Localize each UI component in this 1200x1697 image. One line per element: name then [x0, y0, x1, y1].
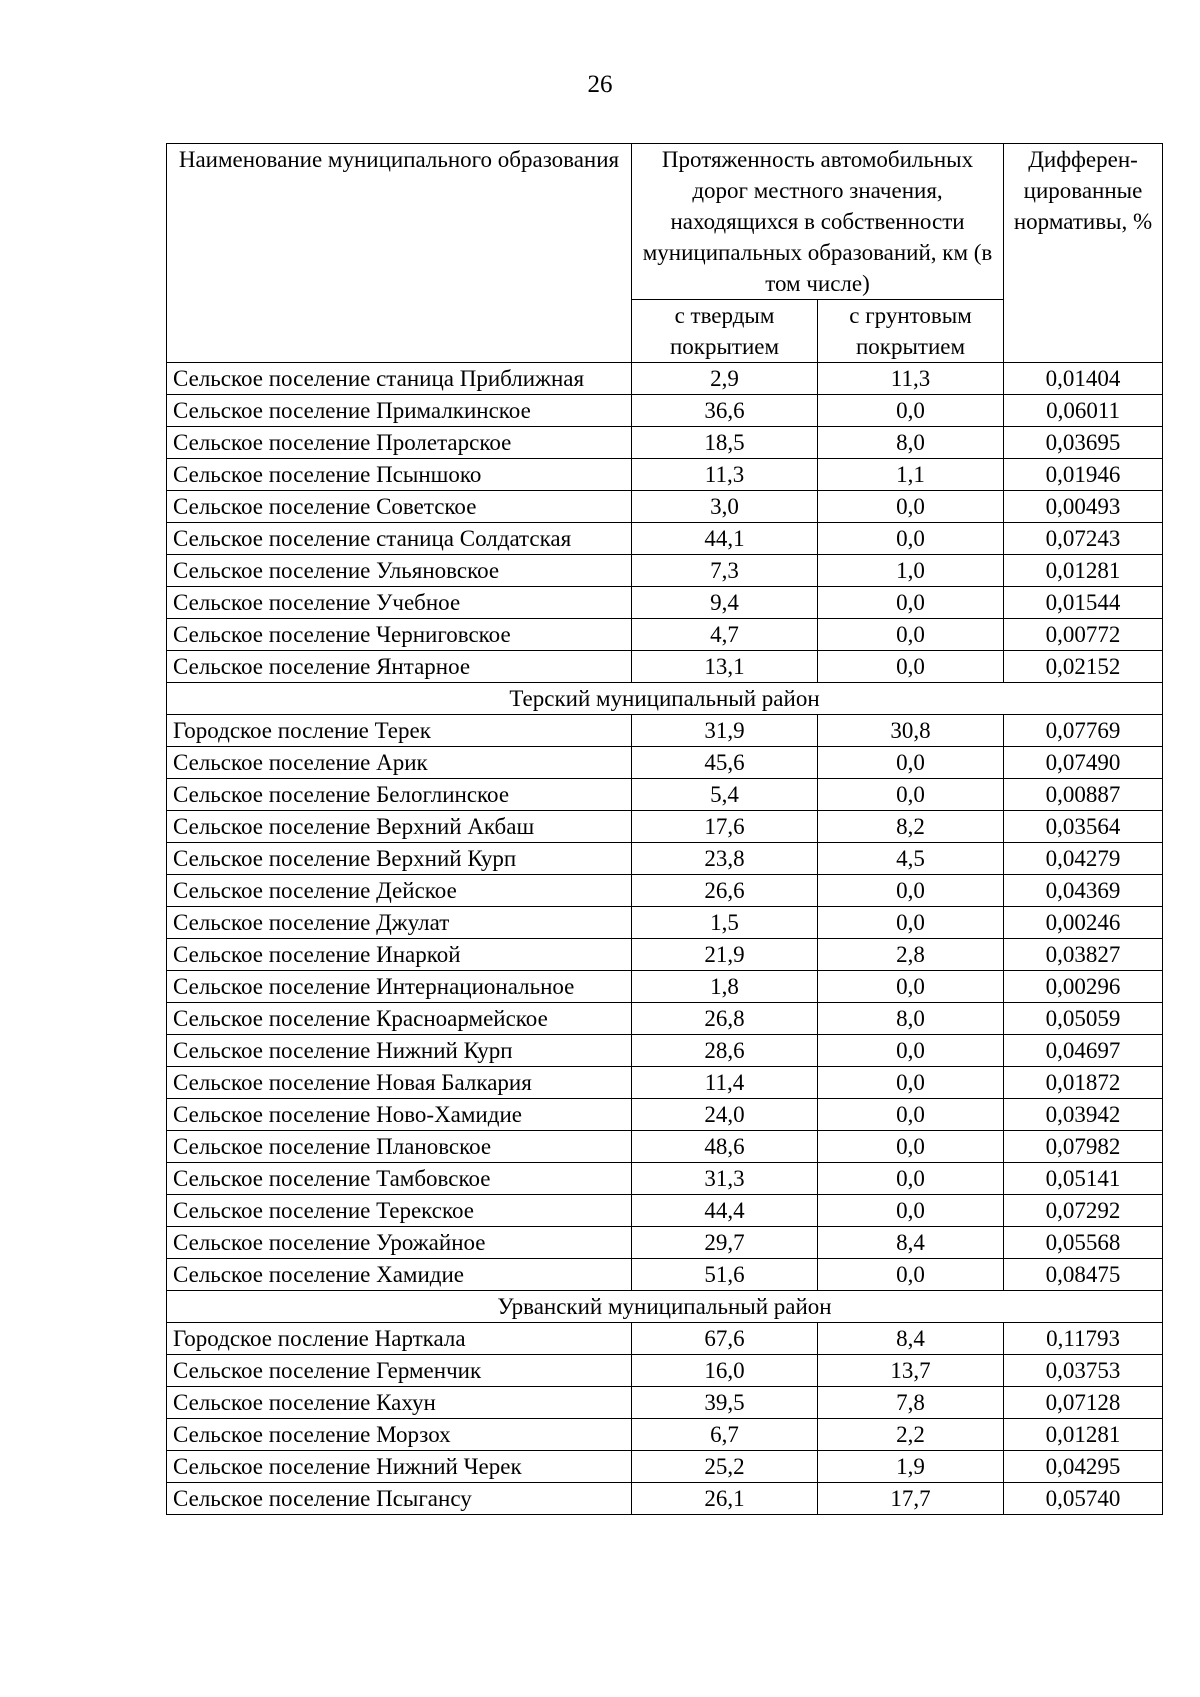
norm-cell: 0,11793 [1004, 1323, 1163, 1355]
municipality-name-cell: Сельское поселение Псыншоко [167, 459, 632, 491]
soil-surface-cell: 1,9 [818, 1451, 1004, 1483]
norm-cell: 0,05740 [1004, 1483, 1163, 1515]
soil-surface-cell: 0,0 [818, 651, 1004, 683]
norm-cell: 0,03564 [1004, 811, 1163, 843]
norm-cell: 0,07769 [1004, 715, 1163, 747]
norm-cell: 0,04295 [1004, 1451, 1163, 1483]
soil-surface-cell: 0,0 [818, 523, 1004, 555]
hard-surface-cell: 26,6 [632, 875, 818, 907]
soil-surface-cell: 0,0 [818, 971, 1004, 1003]
municipality-name-cell: Сельское поселение Янтарное [167, 651, 632, 683]
norm-cell: 0,01872 [1004, 1067, 1163, 1099]
soil-surface-cell: 8,0 [818, 1003, 1004, 1035]
hard-surface-cell: 13,1 [632, 651, 818, 683]
municipality-name-cell: Сельское поселение Интернациональное [167, 971, 632, 1003]
hard-surface-cell: 23,8 [632, 843, 818, 875]
table-row [167, 1323, 1163, 1355]
hard-surface-cell: 26,8 [632, 1003, 818, 1035]
soil-surface-cell: 8,2 [818, 811, 1004, 843]
hard-surface-cell: 36,6 [632, 395, 818, 427]
table-row [167, 523, 1163, 555]
norm-cell: 0,03827 [1004, 939, 1163, 971]
soil-surface-cell: 0,0 [818, 1195, 1004, 1227]
soil-surface-cell: 2,8 [818, 939, 1004, 971]
hard-surface-cell: 1,8 [632, 971, 818, 1003]
norm-cell: 0,07128 [1004, 1387, 1163, 1419]
soil-surface-cell: 0,0 [818, 1035, 1004, 1067]
soil-surface-cell: 13,7 [818, 1355, 1004, 1387]
municipality-name-cell: Сельское поселение Морзох [167, 1419, 632, 1451]
table-row [167, 619, 1163, 651]
municipality-name-cell: Сельское поселение станица Солдатская [167, 523, 632, 555]
municipality-name-cell: Сельское поселение Красноармейское [167, 1003, 632, 1035]
soil-surface-cell: 0,0 [818, 747, 1004, 779]
norm-cell: 0,05141 [1004, 1163, 1163, 1195]
table-row [167, 1003, 1163, 1035]
norm-cell: 0,00246 [1004, 907, 1163, 939]
norm-cell: 0,00493 [1004, 491, 1163, 523]
soil-surface-cell: 0,0 [818, 619, 1004, 651]
norm-cell: 0,04369 [1004, 875, 1163, 907]
table-row [167, 715, 1163, 747]
soil-surface-cell: 8,4 [818, 1323, 1004, 1355]
hard-surface-cell: 5,4 [632, 779, 818, 811]
hard-surface-cell: 45,6 [632, 747, 818, 779]
table-row [167, 1227, 1163, 1259]
hard-surface-cell: 1,5 [632, 907, 818, 939]
table-row [167, 491, 1163, 523]
table-row [167, 779, 1163, 811]
municipality-name-cell: Сельское поселение станица Приближная [167, 363, 632, 395]
soil-surface-cell: 0,0 [818, 491, 1004, 523]
table-row [167, 1355, 1163, 1387]
municipality-name-cell: Сельское поселение Дейское [167, 875, 632, 907]
municipality-name-cell: Городское посление Нарткала [167, 1323, 632, 1355]
norm-cell: 0,02152 [1004, 651, 1163, 683]
soil-surface-cell: 0,0 [818, 907, 1004, 939]
table-row [167, 1419, 1163, 1451]
norm-cell: 0,05568 [1004, 1227, 1163, 1259]
municipality-name-cell: Сельское поселение Урожайное [167, 1227, 632, 1259]
table-row [167, 1163, 1163, 1195]
municipality-name-cell: Сельское поселение Ново-Хамидие [167, 1099, 632, 1131]
municipality-name-cell: Сельское поселение Хамидие [167, 1259, 632, 1291]
hard-surface-cell: 2,9 [632, 363, 818, 395]
table-row [167, 907, 1163, 939]
municipality-name-cell: Сельское поселение Новая Балкария [167, 1067, 632, 1099]
road-norms-table [166, 143, 1163, 1515]
norm-cell: 0,07490 [1004, 747, 1163, 779]
header-length-column: Протяженность автомобильных дорог местного значения, находящихся в собственности муниципальных образований, км (в том числе) [632, 144, 1004, 300]
header-norm-column: Дифферен-цированные нормативы, % [1004, 144, 1163, 363]
hard-surface-cell: 48,6 [632, 1131, 818, 1163]
norm-cell: 0,00772 [1004, 619, 1163, 651]
table-row [167, 843, 1163, 875]
section-row [167, 683, 1163, 715]
hard-surface-cell: 18,5 [632, 427, 818, 459]
table-row [167, 651, 1163, 683]
norm-cell: 0,01281 [1004, 1419, 1163, 1451]
norm-cell: 0,08475 [1004, 1259, 1163, 1291]
hard-surface-cell: 28,6 [632, 1035, 818, 1067]
hard-surface-cell: 24,0 [632, 1099, 818, 1131]
soil-surface-cell: 0,0 [818, 779, 1004, 811]
header-name-column: Наименование муниципального образования [167, 144, 632, 363]
municipality-name-cell: Сельское поселение Плановское [167, 1131, 632, 1163]
soil-surface-cell: 2,2 [818, 1419, 1004, 1451]
municipality-name-cell: Сельское поселение Ульяновское [167, 555, 632, 587]
municipality-name-cell: Сельское поселение Джулат [167, 907, 632, 939]
soil-surface-cell: 4,5 [818, 843, 1004, 875]
hard-surface-cell: 25,2 [632, 1451, 818, 1483]
norm-cell: 0,07292 [1004, 1195, 1163, 1227]
municipality-name-cell: Сельское поселение Верхний Акбаш [167, 811, 632, 843]
municipality-name-cell: Сельское поселение Тамбовское [167, 1163, 632, 1195]
table-row [167, 555, 1163, 587]
section-title: Терский муниципальный район [167, 683, 1163, 715]
table-body [167, 363, 1163, 1515]
municipality-name-cell: Городское посление Терек [167, 715, 632, 747]
soil-surface-cell: 8,4 [818, 1227, 1004, 1259]
soil-surface-cell: 0,0 [818, 1163, 1004, 1195]
municipality-name-cell: Сельское поселение Арик [167, 747, 632, 779]
section-title: Урванский муниципальный район [167, 1291, 1163, 1323]
table-row [167, 1259, 1163, 1291]
municipality-name-cell: Сельское поселение Прималкинское [167, 395, 632, 427]
table-row [167, 1099, 1163, 1131]
header-hard-surface: с твердым покрытием [632, 300, 818, 363]
hard-surface-cell: 51,6 [632, 1259, 818, 1291]
hard-surface-cell: 31,9 [632, 715, 818, 747]
table-row [167, 811, 1163, 843]
soil-surface-cell: 0,0 [818, 587, 1004, 619]
hard-surface-cell: 39,5 [632, 1387, 818, 1419]
table-row [167, 1451, 1163, 1483]
soil-surface-cell: 0,0 [818, 1099, 1004, 1131]
norm-cell: 0,06011 [1004, 395, 1163, 427]
soil-surface-cell: 1,1 [818, 459, 1004, 491]
norm-cell: 0,01404 [1004, 363, 1163, 395]
norm-cell: 0,00887 [1004, 779, 1163, 811]
norm-cell: 0,01544 [1004, 587, 1163, 619]
municipality-name-cell: Сельское поселение Нижний Черек [167, 1451, 632, 1483]
norm-cell: 0,03942 [1004, 1099, 1163, 1131]
soil-surface-cell: 0,0 [818, 1067, 1004, 1099]
hard-surface-cell: 44,1 [632, 523, 818, 555]
soil-surface-cell: 30,8 [818, 715, 1004, 747]
hard-surface-cell: 9,4 [632, 587, 818, 619]
table-row [167, 939, 1163, 971]
hard-surface-cell: 7,3 [632, 555, 818, 587]
hard-surface-cell: 6,7 [632, 1419, 818, 1451]
table-row [167, 363, 1163, 395]
municipality-name-cell: Сельское поселение Герменчик [167, 1355, 632, 1387]
page-number: 26 [587, 71, 613, 98]
hard-surface-cell: 3,0 [632, 491, 818, 523]
hard-surface-cell: 67,6 [632, 1323, 818, 1355]
municipality-name-cell: Сельское поселение Терекское [167, 1195, 632, 1227]
municipality-name-cell: Сельское поселение Черниговское [167, 619, 632, 651]
municipality-name-cell: Сельское поселение Белоглинское [167, 779, 632, 811]
header-soil-surface: с грунтовым покрытием [818, 300, 1004, 363]
hard-surface-cell: 11,3 [632, 459, 818, 491]
hard-surface-cell: 44,4 [632, 1195, 818, 1227]
municipality-name-cell: Сельское поселение Инаркой [167, 939, 632, 971]
municipality-name-cell: Сельское поселение Пролетарское [167, 427, 632, 459]
hard-surface-cell: 16,0 [632, 1355, 818, 1387]
norm-cell: 0,03695 [1004, 427, 1163, 459]
hard-surface-cell: 17,6 [632, 811, 818, 843]
norm-cell: 0,00296 [1004, 971, 1163, 1003]
table-row [167, 1035, 1163, 1067]
hard-surface-cell: 29,7 [632, 1227, 818, 1259]
municipality-name-cell: Сельское поселение Учебное [167, 587, 632, 619]
municipality-name-cell: Сельское поселение Псыгансу [167, 1483, 632, 1515]
soil-surface-cell: 17,7 [818, 1483, 1004, 1515]
table-row [167, 1067, 1163, 1099]
municipality-name-cell: Сельское поселение Верхний Курп [167, 843, 632, 875]
section-row [167, 1291, 1163, 1323]
table-row [167, 1131, 1163, 1163]
hard-surface-cell: 11,4 [632, 1067, 818, 1099]
table-row [167, 1195, 1163, 1227]
hard-surface-cell: 21,9 [632, 939, 818, 971]
soil-surface-cell: 0,0 [818, 1259, 1004, 1291]
municipality-name-cell: Сельское поселение Нижний Курп [167, 1035, 632, 1067]
norm-cell: 0,05059 [1004, 1003, 1163, 1035]
hard-surface-cell: 26,1 [632, 1483, 818, 1515]
soil-surface-cell: 1,0 [818, 555, 1004, 587]
norm-cell: 0,04279 [1004, 843, 1163, 875]
table-row [167, 747, 1163, 779]
norm-cell: 0,07982 [1004, 1131, 1163, 1163]
municipality-name-cell: Сельское поселение Советское [167, 491, 632, 523]
norm-cell: 0,04697 [1004, 1035, 1163, 1067]
table-row [167, 1483, 1163, 1515]
table-row [167, 875, 1163, 907]
norm-cell: 0,01281 [1004, 555, 1163, 587]
soil-surface-cell: 0,0 [818, 875, 1004, 907]
soil-surface-cell: 0,0 [818, 1131, 1004, 1163]
soil-surface-cell: 11,3 [818, 363, 1004, 395]
table-row [167, 971, 1163, 1003]
table-row [167, 395, 1163, 427]
norm-cell: 0,01946 [1004, 459, 1163, 491]
soil-surface-cell: 0,0 [818, 395, 1004, 427]
hard-surface-cell: 4,7 [632, 619, 818, 651]
norm-cell: 0,03753 [1004, 1355, 1163, 1387]
norm-cell: 0,07243 [1004, 523, 1163, 555]
table-row [167, 1387, 1163, 1419]
table-row [167, 587, 1163, 619]
table-row [167, 459, 1163, 491]
soil-surface-cell: 8,0 [818, 427, 1004, 459]
hard-surface-cell: 31,3 [632, 1163, 818, 1195]
municipality-name-cell: Сельское поселение Кахун [167, 1387, 632, 1419]
table-row [167, 427, 1163, 459]
soil-surface-cell: 7,8 [818, 1387, 1004, 1419]
table-header [167, 144, 1163, 363]
